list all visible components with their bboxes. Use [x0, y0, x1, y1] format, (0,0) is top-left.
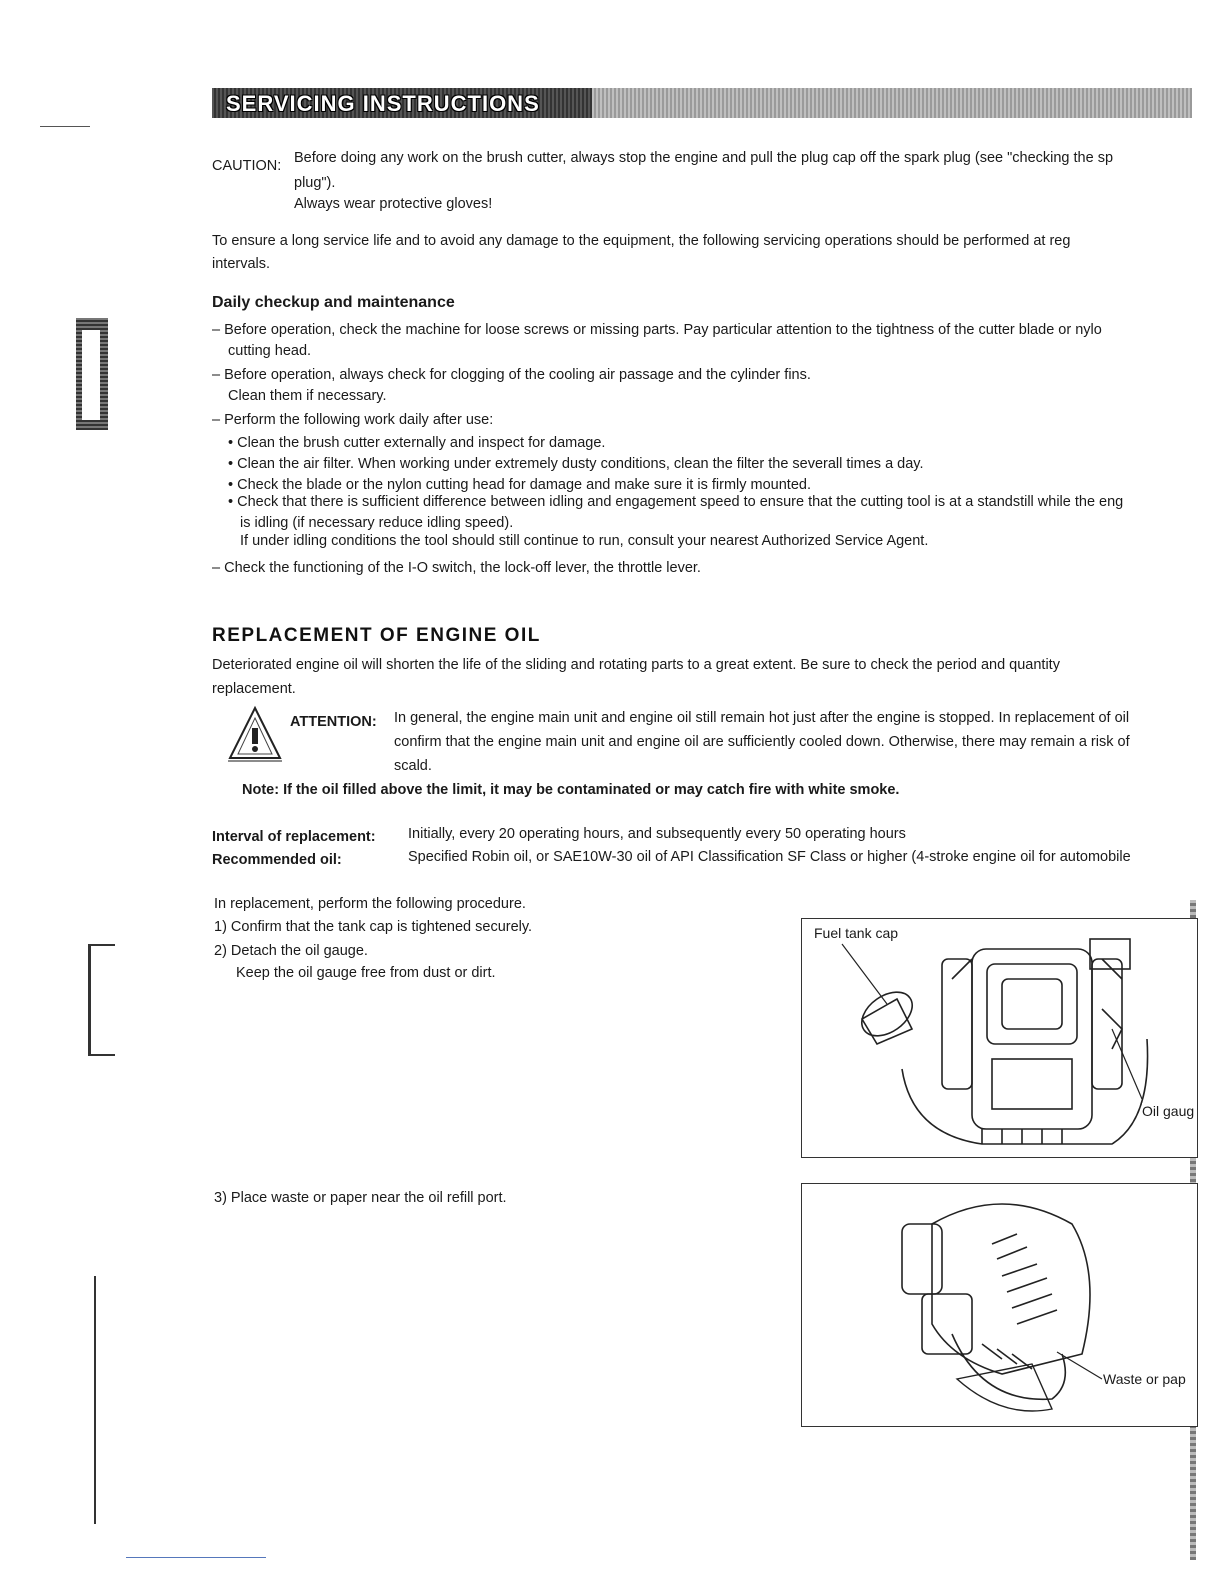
- caution-line-2: plug").: [294, 175, 336, 191]
- oil-heading: REPLACEMENT OF ENGINE OIL: [212, 625, 541, 646]
- procedure-step-1: 1) Confirm that the tank cap is tightened securely.: [214, 919, 533, 935]
- oil-intro-line-2: replacement.: [212, 681, 296, 697]
- label-waste-paper: Waste or pap: [1103, 1371, 1186, 1387]
- daily-sub-1: • Clean the brush cutter externally and inspect for damage.: [228, 435, 606, 451]
- procedure-step-2-note: Keep the oil gauge free from dust or dirt.: [236, 965, 496, 981]
- attention-label: ATTENTION:: [290, 714, 377, 730]
- daily-sub-2: • Clean the air filter. When working under extremely dusty conditions, clean the filter the severall times a day.: [228, 456, 924, 472]
- daily-bullet-1-line-1: – Before operation, check the machine for loose screws or missing parts. Pay particular attention to the tightness of the cutter blade or nylo: [212, 322, 1102, 338]
- daily-bullet-4: – Check the functioning of the I-O switch, the lock-off lever, the throttle lever.: [212, 560, 701, 576]
- figure-fuel-tank-oil-gauge: [801, 918, 1198, 1158]
- daily-sub-3: • Check the blade or the nylon cutting head for damage and make sure it is firmly mounted.: [228, 477, 811, 493]
- attention-line-2: confirm that the engine main unit and engine oil are sufficiently cooled down. Otherwise, there may remain a risk of: [394, 734, 1130, 750]
- margin-mark: [40, 126, 90, 127]
- attention-line-1: In general, the engine main unit and engine oil still remain hot just after the engine is stopped. In replacement of oil: [394, 710, 1130, 726]
- caution-line-3: Always wear protective gloves!: [294, 196, 493, 212]
- attention-line-3: scald.: [394, 758, 432, 774]
- intro-line-1: To ensure a long service life and to avoid any damage to the equipment, the following servicing operations should be performed at reg: [212, 233, 1071, 249]
- recommended-oil-value: Specified Robin oil, or SAE10W-30 oil of API Classification SF Class or higher (4-stroke engine oil for automobile: [408, 849, 1131, 865]
- footer-rule: [126, 1557, 266, 1558]
- recommended-oil-label: Recommended oil:: [212, 852, 342, 868]
- margin-bracket: [88, 944, 115, 1056]
- engine-side-illustration: [802, 1184, 1197, 1426]
- caution-label: CAUTION:: [212, 158, 282, 174]
- daily-bullet-2-line-2: Clean them if necessary.: [228, 388, 387, 404]
- interval-value: Initially, every 20 operating hours, and subsequently every 50 operating hours: [408, 826, 906, 842]
- intro-line-2: intervals.: [212, 256, 271, 272]
- margin-tab-inner: [82, 330, 100, 420]
- daily-bullet-2-line-1: – Before operation, always check for clogging of the cooling air passage and the cylinder fins.: [212, 367, 811, 383]
- margin-line: [94, 1276, 96, 1524]
- daily-sub-4-line-1: • Check that there is sufficient difference between idling and engagement speed to ensure that the cutting tool is at a standstill while the eng: [228, 494, 1124, 510]
- daily-sub-4-line-3: If under idling conditions the tool should still continue to run, consult your nearest Authorized Service Agent.: [240, 533, 929, 549]
- procedure-step-3: 3) Place waste or paper near the oil refill port.: [214, 1190, 507, 1206]
- procedure-intro: In replacement, perform the following procedure.: [214, 896, 526, 912]
- interval-label: Interval of replacement:: [212, 829, 376, 845]
- daily-heading: Daily checkup and maintenance: [212, 294, 455, 311]
- caution-line-1: Before doing any work on the brush cutter, always stop the engine and pull the plug cap off the spark plug (see "checking the sp: [294, 150, 1114, 166]
- figure-waste-paper: [801, 1183, 1198, 1427]
- procedure-step-2: 2) Detach the oil gauge.: [214, 943, 368, 959]
- page-title: SERVICING INSTRUCTIONS: [226, 91, 540, 116]
- label-fuel-tank-cap: Fuel tank cap: [814, 925, 899, 941]
- label-oil-gauge: Oil gaug: [1142, 1103, 1195, 1119]
- daily-bullet-3: – Perform the following work daily after use:: [212, 412, 494, 428]
- engine-front-illustration: [802, 919, 1197, 1157]
- daily-bullet-1-line-2: cutting head.: [228, 343, 312, 359]
- oil-intro-line-1: Deteriorated engine oil will shorten the life of the sliding and rotating parts to a great extent. Be sure to check the period and quantity: [212, 657, 1060, 673]
- oil-note: Note: If the oil filled above the limit, it may be contaminated or may catch fire with white smoke.: [242, 782, 900, 798]
- warning-icon: [226, 704, 284, 764]
- daily-sub-4-line-2: is idling (if necessary reduce idling speed).: [240, 515, 514, 531]
